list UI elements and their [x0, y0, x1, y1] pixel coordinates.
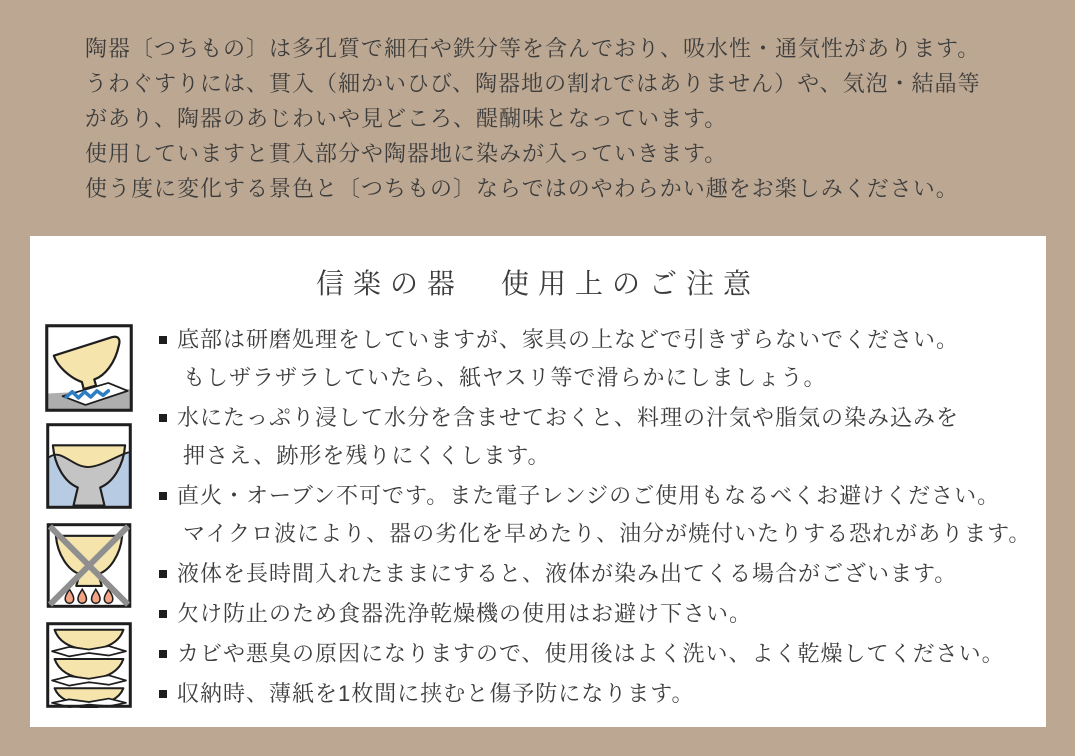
- notice-line: [159, 515, 1051, 553]
- notice-line: [159, 595, 1051, 633]
- notice-line: [159, 635, 1051, 673]
- notice-text: 直火・オーブン不可です。また電子レンジのご使用もなるべくお避けください。: [177, 483, 1001, 508]
- notice-item: [159, 477, 1051, 553]
- sanding-bowl-icon: [44, 324, 134, 412]
- bullet-marker-icon: [159, 690, 167, 698]
- notice-text: カビや悪臭の原因になりますので、使用後はよく洗い、よく乾燥してください。: [177, 641, 1005, 666]
- soaking-bowl-icon: [44, 423, 134, 509]
- notice-text: もしザラザラしていたら、紙ヤスリ等で滑らかにしましょう。: [183, 365, 827, 390]
- notice-text: 収納時、薄紙を1枚間に挟むと傷予防になります。: [177, 681, 695, 706]
- notice-panel: [30, 236, 1046, 727]
- bullet-marker-icon: [159, 570, 167, 578]
- notice-text: マイクロ波により、器の劣化を早めたり、油分が焼付いたりする恐れがあります。: [183, 521, 1032, 546]
- bullet-marker-icon: [159, 650, 167, 658]
- intro-line: があり、陶器のあじわいや見どころ、醍醐味となっています。: [85, 106, 728, 131]
- notice-text: 欠け防止のため食器洗浄乾燥機の使用はお避け下さい。: [177, 601, 753, 626]
- intro-line: 使用していますと貫入部分や陶器地に染みが入っていきます。: [85, 141, 728, 166]
- notice-item: [159, 675, 1051, 713]
- stacked-bowls-paper-icon: [44, 622, 134, 708]
- intro-paragraph: [85, 31, 981, 206]
- notice-item: [159, 555, 1051, 593]
- notice-list: [159, 321, 1051, 715]
- intro-line: うわぐすりには、貫入（細かいひび、陶器地の割れではありません）や、気泡・結晶等: [85, 71, 981, 96]
- notice-line: [159, 437, 1051, 475]
- notice-line: [159, 321, 1051, 359]
- bullet-marker-icon: [159, 414, 167, 422]
- notice-item: [159, 399, 1051, 475]
- no-direct-fire-icon: [44, 523, 134, 608]
- notice-line: [159, 477, 1051, 515]
- notice-item: [159, 321, 1051, 397]
- notice-line: [159, 675, 1051, 713]
- bullet-marker-icon: [159, 610, 167, 618]
- notice-text: 底部は研磨処理をしていますが、家具の上などで引きずらないでください。: [177, 327, 960, 352]
- bullet-marker-icon: [159, 336, 167, 344]
- notice-text: 水にたっぷり浸して水分を含ませておくと、料理の汁気や脂気の染み込みを: [177, 405, 960, 430]
- notice-text: 押さえ、跡形を残りにくくします。: [183, 443, 551, 468]
- bullet-marker-icon: [159, 492, 167, 500]
- notice-line: [159, 399, 1051, 437]
- notice-line: [159, 555, 1051, 593]
- notice-item: [159, 595, 1051, 633]
- intro-line: 陶器〔つちもの〕は多孔質で細石や鉄分等を含んでおり、吸水性・通気性があります。: [85, 36, 981, 61]
- intro-line: 使う度に変化する景色と〔つちもの〕ならではのやわらかい趣をお楽しみください。: [85, 176, 959, 201]
- notice-line: [159, 359, 1051, 397]
- notice-item: [159, 635, 1051, 673]
- notice-text: 液体を長時間入れたままにすると、液体が染み出てくる場合がございます。: [177, 561, 958, 586]
- notice-title: 信楽の器 使用上のご注意: [315, 268, 760, 299]
